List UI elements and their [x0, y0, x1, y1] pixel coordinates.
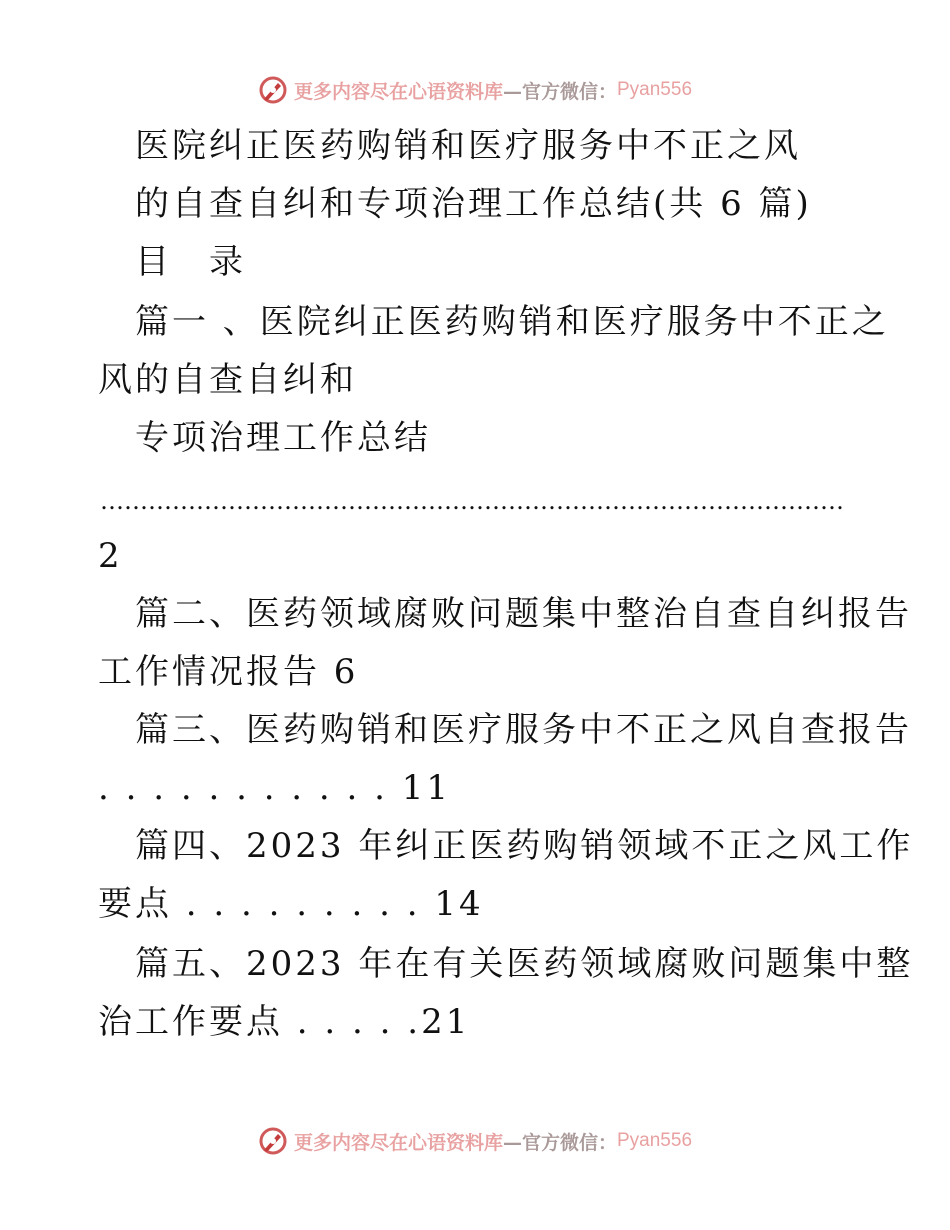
watermark-wechat-id: Pyan556 — [617, 1130, 693, 1151]
toc-item-5-line2: 治工作要点 . . . . .21 — [98, 1002, 471, 1042]
watermark-text: 更多内容尽在心语资料库 — [293, 80, 503, 103]
toc-item-1-page: 2 — [98, 536, 123, 576]
toc-item-2-line2: 工作情况报告 6 — [98, 652, 359, 692]
toc-item-1-line2: 风的自查自纠和 — [98, 360, 357, 400]
pen-logo-icon — [258, 1126, 288, 1156]
toc-item-1-line3: 专项治理工作总结 — [135, 418, 431, 458]
toc-heading: 目 录 — [135, 242, 246, 282]
watermark-wechat-id: Pyan556 — [617, 79, 693, 100]
pen-logo-icon — [258, 75, 288, 105]
toc-item-4-line2: 要点 . . . . . . . . . 14 — [98, 884, 484, 924]
document-title-line1: 医院纠正医药购销和医疗服务中不正之风 — [135, 126, 801, 166]
toc-item-3-line1: 篇三、医药购销和医疗服务中不正之风自查报告 — [135, 710, 912, 750]
toc-item-4-line1: 篇四、2023 年纠正医药购销领域不正之风工作 — [135, 826, 914, 866]
footer-watermark — [0, 1121, 950, 1161]
toc-item-5-line1: 篇五、2023 年在有关医药领域腐败问题集中整 — [135, 944, 914, 984]
header-watermark — [0, 70, 950, 110]
watermark-label: —官方微信： — [502, 80, 617, 103]
toc-item-1-leader: ………………………………………………………………………………… — [100, 487, 844, 515]
watermark-label: —官方微信： — [502, 1131, 617, 1154]
toc-item-3-line2: . . . . . . . . . . . 11 — [98, 768, 452, 808]
toc-item-1-line1: 篇一 、医院纠正医药购销和医疗服务中不正之 — [135, 302, 889, 342]
toc-item-2-line1: 篇二、医药领域腐败问题集中整治自查自纠报告 — [135, 594, 912, 634]
document-title-line2: 的自查自纠和专项治理工作总结(共 6 篇) — [135, 184, 812, 224]
watermark-text: 更多内容尽在心语资料库 — [293, 1131, 503, 1154]
